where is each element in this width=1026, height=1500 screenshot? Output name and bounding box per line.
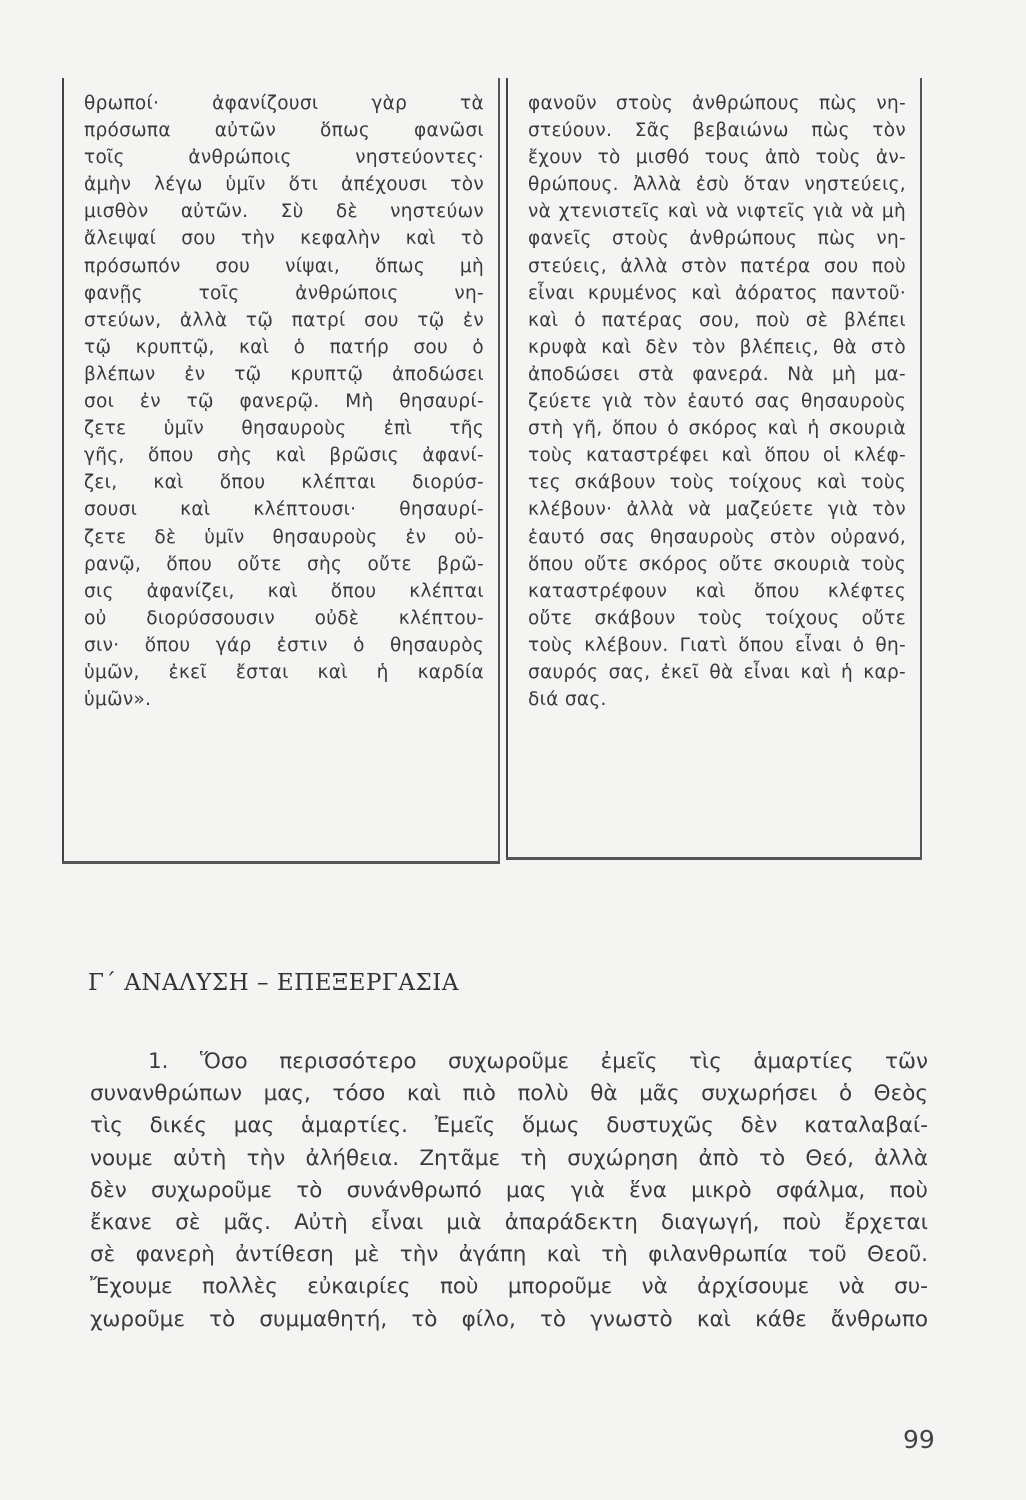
text-line: ἀποδώσει στὰ φανερά. Νὰ μὴ μα- <box>528 363 906 385</box>
text-line: εἶναι κρυμένος καὶ ἀόρατος παντοῦ· <box>528 282 906 304</box>
text-line: γῆς, ὅπου σὴς καὶ βρῶσις ἀφανί- <box>84 445 484 467</box>
text-line: ἔκανε σὲ μᾶς. Αὐτὴ εἶναι μιὰ ἀπαράδεκτη διαγωγή, ποὺ ἔρχεται <box>90 1209 928 1235</box>
text-line: κλέβουν· ἀλλὰ νὰ μαζεύετε γιὰ τὸν <box>528 499 906 521</box>
text-line: 1. Ὅσο περισσότερο συχωροῦμε ἐμεῖς τὶς ἁμαρτίες τῶν <box>148 1049 928 1074</box>
left-column-text <box>84 90 484 713</box>
text-line: πρόσωπόν σου νίψαι, ὅπως μὴ <box>84 255 484 277</box>
text-line: στεύεις, ἀλλὰ στὸν πατέρα σου ποὺ <box>528 255 906 277</box>
text-line: τοὺς καταστρέφει καὶ ὅπου οἱ κλέφ- <box>528 445 906 467</box>
text-line: ρανῷ, ὅπου οὔτε σὴς οὔτε βρῶ- <box>84 553 484 575</box>
text-line: σιν· ὅπου γάρ ἐστιν ὁ θησαυρὸς <box>84 634 484 656</box>
text-line: διά σας. <box>528 689 607 711</box>
text-line: ὑμῶν, ἐκεῖ ἔσται καὶ ἡ καρδία <box>84 661 484 683</box>
text-line: νουμε αὐτὴ τὴν ἀλήθεια. Ζητᾶμε τὴ συχώρηση ἀπὸ τὸ Θεό, ἀλλὰ <box>90 1145 928 1171</box>
text-line: συνανθρώπων μας, τόσο καὶ πιὸ πολὺ θὰ μᾶς συχωρήσει ὁ Θεὸς <box>90 1081 928 1107</box>
text-line: ἄλειψαί σου τὴν κεφαλὴν καὶ τὸ <box>84 228 484 250</box>
text-line: ὑμῶν». <box>84 689 152 711</box>
section-heading: Γ΄ ΑΝΑΛΥΣΗ – ΕΠΕΞΕΡΓΑΣΙΑ <box>88 970 459 996</box>
text-line: οὐ διορύσσουσιν οὐδὲ κλέπτου- <box>84 607 484 629</box>
text-line: μισθὸν αὐτῶν. Σὺ δὲ νηστεύων <box>84 201 484 223</box>
scripture-box-original <box>62 78 500 864</box>
text-line: καὶ ὁ πατέρας σου, ποὺ σὲ βλέπει <box>528 309 906 331</box>
text-line: τοὺς κλέβουν. Γιατὶ ὅπου εἶναι ὁ θη- <box>528 634 906 656</box>
text-line: τοῖς ἀνθρώποις νηστεύοντες· <box>84 147 484 169</box>
text-line: Ἔχουμε πολλὲς εὐκαιρίες ποὺ μποροῦμε νὰ ἀρχίσουμε νὰ συ- <box>90 1274 928 1300</box>
text-line: σὲ φανερὴ ἀντίθεση μὲ τὴν ἀγάπη καὶ τὴ φιλανθρωπία τοῦ Θεοῦ. <box>90 1242 928 1268</box>
text-line: στεύων, ἀλλὰ τῷ πατρί σου τῷ ἐν <box>84 309 484 331</box>
text-line: φανοῦν στοὺς ἀνθρώπους πὼς νη- <box>528 93 906 114</box>
scripture-box-translation <box>506 78 922 860</box>
text-line: πρόσωπα αὐτῶν ὅπως φανῶσι <box>84 120 484 142</box>
text-line: σοι ἐν τῷ φανερῷ. Μὴ θησαυρί- <box>84 391 484 413</box>
text-line: τῷ κρυπτῷ, καὶ ὁ πατήρ σου ὁ <box>84 336 484 358</box>
text-line: στεύουν. Σᾶς βεβαιώνω πὼς τὸν <box>528 120 906 142</box>
page-number: 99 <box>903 1425 935 1454</box>
text-line: τὶς δικές μας ἁμαρτίες. Ἐμεῖς ὅμως δυστυχῶς δὲν καταλαβαί- <box>90 1113 928 1139</box>
text-line: ἀμὴν λέγω ὑμῖν ὅτι ἀπέχουσι τὸν <box>84 174 484 196</box>
text-line: νὰ χτενιστεῖς καὶ νὰ νιφτεῖς γιὰ νὰ μὴ <box>528 201 906 223</box>
text-line: κρυφὰ καὶ δὲν τὸν βλέπεις, θὰ στὸ <box>528 336 906 358</box>
text-line: ἑαυτό σας θησαυροὺς στὸν οὐρανό, <box>528 526 906 548</box>
text-line: βλέπων ἐν τῷ κρυπτῷ ἀποδώσει <box>84 363 484 385</box>
text-line: οὔτε σκάβουν τοὺς τοίχους οὔτε <box>528 607 906 629</box>
body-paragraph <box>90 1046 928 1336</box>
text-line: φανεῖς στοὺς ἀνθρώπους πὼς νη- <box>528 228 906 250</box>
text-line: ὅπου οὔτε σκόρος οὔτε σκουριὰ τοὺς <box>528 553 906 575</box>
text-line: ζει, καὶ ὅπου κλέπται διορύσ- <box>84 472 484 494</box>
text-line: θρωποί· ἀφανίζουσι γὰρ τὰ <box>84 93 484 114</box>
text-line: ζετε δὲ ὑμῖν θησαυροὺς ἐν οὐ- <box>84 526 484 548</box>
text-line: σις ἀφανίζει, καὶ ὅπου κλέπται <box>84 580 484 602</box>
text-line: σαυρός σας, ἐκεῖ θὰ εἶναι καὶ ἡ καρ- <box>528 661 906 683</box>
text-line: καταστρέφουν καὶ ὅπου κλέφτες <box>528 580 906 602</box>
right-column-text <box>528 90 906 713</box>
text-line: ζεύετε γιὰ τὸν ἑαυτό σας θησαυροὺς <box>528 391 906 413</box>
text-line: θρώπους. Ἀλλὰ ἐσὺ ὅταν νηστεύεις, <box>528 174 906 196</box>
text-line: τες σκάβουν τοὺς τοίχους καὶ τοὺς <box>528 472 906 494</box>
text-line: σουσι καὶ κλέπτουσι· θησαυρί- <box>84 499 484 521</box>
text-line: ζετε ὑμῖν θησαυροὺς ἐπὶ τῆς <box>84 418 484 440</box>
text-line: χωροῦμε τὸ συμμαθητή, τὸ φίλο, τὸ γνωστὸ καὶ κάθε ἄνθρωπο <box>90 1306 928 1332</box>
text-line: φανῇς τοῖς ἀνθρώποις νη- <box>84 282 484 304</box>
text-line: ἔχουν τὸ μισθό τους ἀπὸ τοὺς ἀν- <box>528 147 906 169</box>
text-line: δὲν συχωροῦμε τὸ συνάνθρωπό μας γιὰ ἕνα μικρὸ σφάλμα, ποὺ <box>90 1177 928 1203</box>
text-line: στὴ γῆ, ὅπου ὁ σκόρος καὶ ἡ σκουριὰ <box>528 418 906 440</box>
